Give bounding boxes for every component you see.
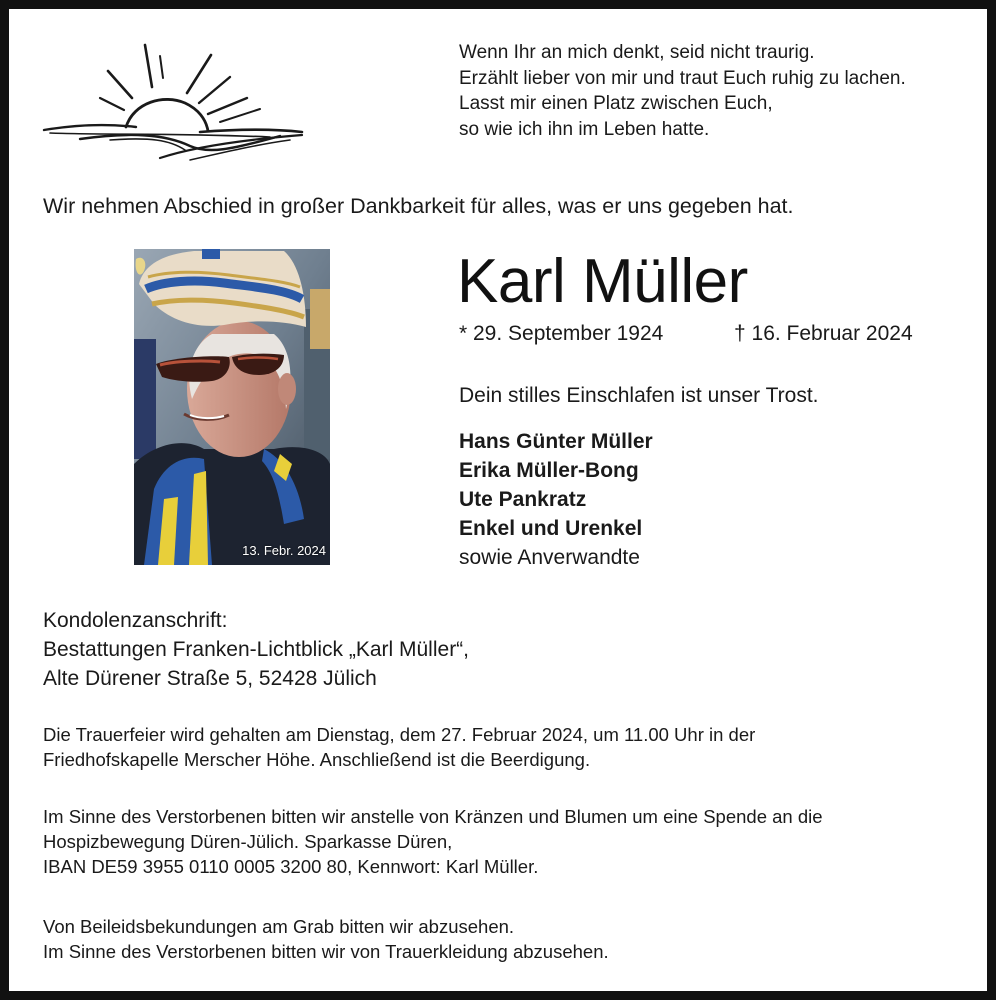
address-line: Alte Dürener Straße 5, 52428 Jülich [43,667,377,690]
request-line: Von Beileidsbekundungen am Grab bitten wir abzusehen. [43,916,515,937]
donation-line: Hospizbewegung Düren-Jülich. Sparkasse Düren, [43,831,453,852]
portrait-photo [134,249,330,565]
mourners-list [459,427,653,572]
donation-info [43,804,823,879]
portrait-photo-icon [134,249,330,565]
funeral-info [43,722,755,772]
poem [459,40,906,142]
poem-line: so wie ich ihn im Leben hatte. [459,118,710,140]
request-line: Im Sinne des Verstorbenen bitten wir von Trauerkleidung abzusehen. [43,941,609,962]
mourner-name: Erika Müller-Bong [459,459,639,482]
mourner-others: sowie Anverwandte [459,546,640,569]
comfort-text: Dein stilles Einschlafen ist unser Trost. [459,384,819,407]
farewell-text: Wir nehmen Abschied in großer Dankbarkeit für alles, was er uns gegeben hat. [43,194,794,218]
mourner-name: Hans Günter Müller [459,430,653,453]
condolence-address [43,606,469,693]
mourner-name: Enkel und Urenkel [459,517,643,540]
deceased-name: Karl Müller [457,247,748,316]
requests-info [43,914,609,964]
funeral-line: Friedhofskapelle Merscher Höhe. Anschließend ist die Beerdigung. [43,749,591,770]
address-line: Bestattungen Franken-Lichtblick „Karl Müller“, [43,638,470,661]
poem-line: Lasst mir einen Platz zwischen Euch, [459,93,773,114]
donation-line: Im Sinne des Verstorbenen bitten wir anstelle von Kränzen und Blumen um eine Spende an die [43,806,823,827]
mourner-name: Ute Pankratz [459,488,587,511]
sunset-icon [40,40,310,165]
donation-line: IBAN DE59 3955 0110 0005 3200 80, Kennwort: Karl Müller. [43,856,539,877]
poem-line: Wenn Ihr an mich denkt, seid nicht traurig. [459,42,815,63]
address-line: Kondolenzanschrift: [43,609,228,632]
birth-date: * 29. September 1924 [459,322,664,345]
funeral-line: Die Trauerfeier wird gehalten am Dienstag, dem 27. Februar 2024, um 11.00 Uhr in der [43,724,756,745]
photo-caption: 13. Febr. 2024 [242,543,326,558]
death-date: † 16. Februar 2024 [734,322,913,345]
poem-line: Erzählt lieber von mir und traut Euch ruhig zu lachen. [459,67,906,89]
